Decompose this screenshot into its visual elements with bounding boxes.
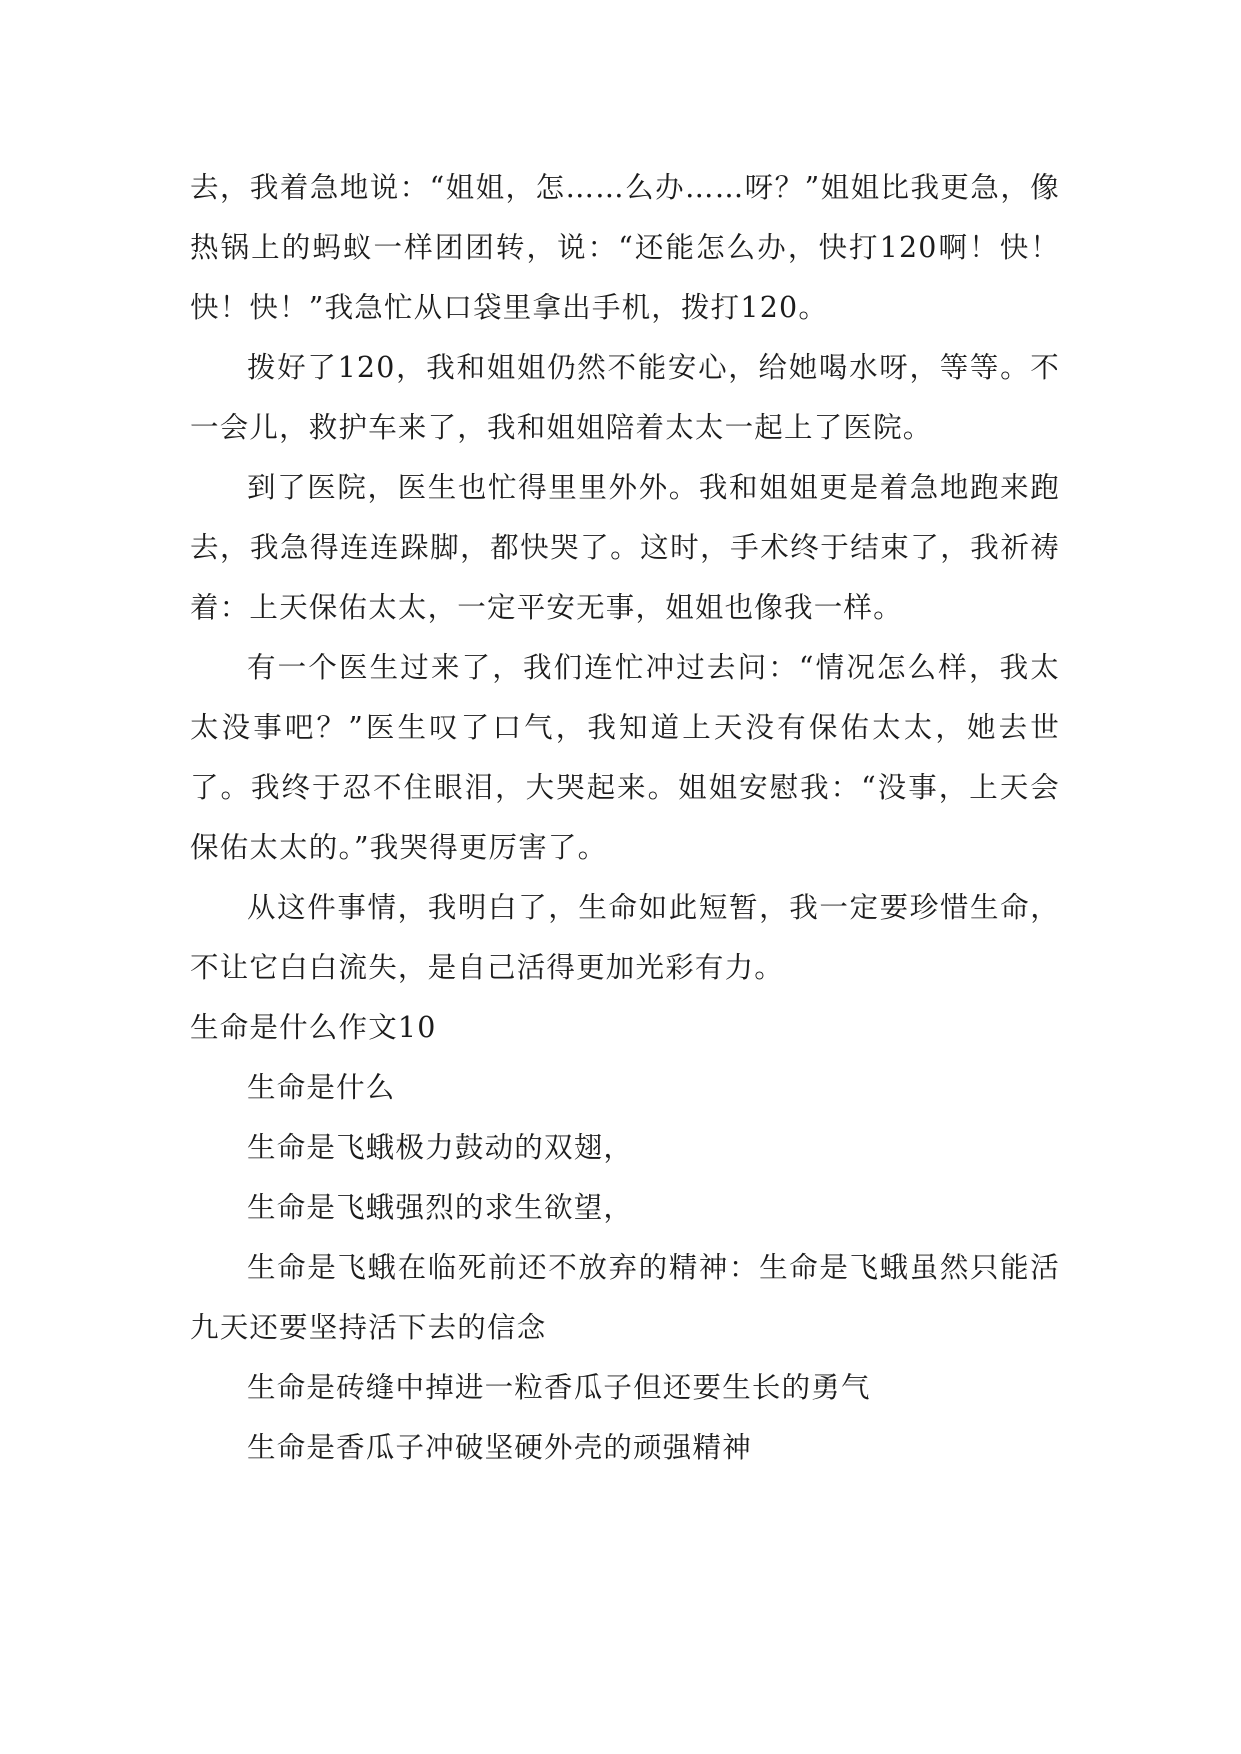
paragraph-1: 去，我着急地说：“姐姐，怎……么办……呀？”姐姐比我更急，像热锅上的蚂蚁一样团团转，说：“还能怎么办，快打120啊！快！快！快！”我急忙从口袋里拿出手机，拨打120。 [190, 171, 1060, 324]
poem-line-3: 生命是飞蛾强烈的求生欲望， [247, 1191, 634, 1224]
poem-line-2: 生命是飞蛾极力鼓动的双翅， [247, 1131, 634, 1164]
paragraph-5: 从这件事情，我明白了，生命如此短暂，我一定要珍惜生命，不让它白白流失，是自己活得更加光彩有力。 [190, 891, 1060, 984]
poem-line-6: 生命是香瓜子冲破坚硬外壳的顽强精神 [247, 1431, 752, 1464]
section-title: 生命是什么作文10 [190, 1011, 437, 1044]
poem-line-5: 生命是砖缝中掉进一粒香瓜子但还要生长的勇气 [247, 1371, 871, 1404]
paragraph-4: 有一个医生过来了，我们连忙冲过去问：“情况怎么样，我太太没事吧？”医生叹了口气，我知道上天没有保佑太太，她去世了。我终于忍不住眼泪，大哭起来。姐姐安慰我：“没事，上天会保佑太太的。”我哭得更厉害了。 [190, 651, 1060, 864]
poem-line-4: 生命是飞蛾在临死前还不放弃的精神：生命是飞蛾虽然只能活九天还要坚持活下去的信念 [190, 1251, 1060, 1344]
poem-line-1: 生命是什么 [247, 1071, 396, 1104]
paragraph-2: 拨好了120，我和姐姐仍然不能安心，给她喝水呀，等等。不一会儿，救护车来了，我和姐姐陪着太太一起上了医院。 [190, 351, 1060, 444]
document-page [190, 158, 1060, 1478]
paragraph-3: 到了医院，医生也忙得里里外外。我和姐姐更是着急地跑来跑去，我急得连连跺脚，都快哭了。这时，手术终于结束了，我祈祷着：上天保佑太太，一定平安无事，姐姐也像我一样。 [190, 471, 1060, 624]
